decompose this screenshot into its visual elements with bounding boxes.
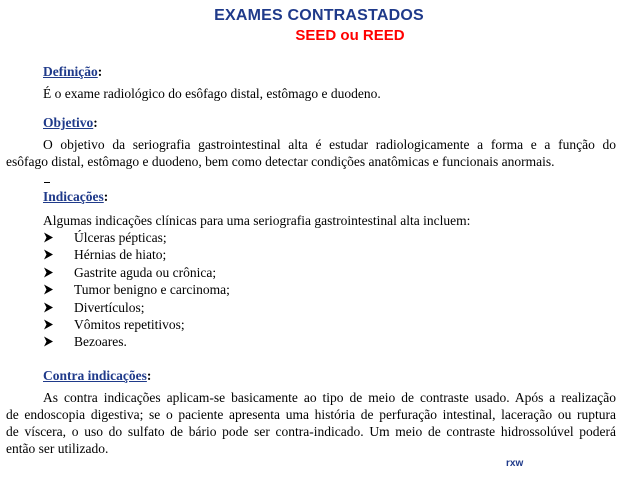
objetivo-line-1: O objetivo da seriografia gastrointestinal alta é estudar radiologicamente a forma e a função do: [43, 137, 616, 152]
list-item: Hérnias de hiato;: [74, 247, 167, 263]
list-item: Vômitos repetitivos;: [74, 317, 185, 332]
arrowhead-bullet-icon: [43, 281, 54, 300]
arrowhead-bullet-icon: [43, 246, 54, 265]
divider-mark: [44, 182, 50, 183]
contra-indicacoes-heading: [43, 367, 151, 384]
definicao-colon: :: [97, 64, 103, 79]
objetivo-heading: [43, 114, 98, 131]
arrowhead-bullet-icon: [43, 316, 54, 335]
contra-indicacoes-line-1: As contra indicações aplicam-se basicamente ao tipo de meio de contraste usado. Após a realização: [43, 390, 616, 405]
definicao-heading: [43, 63, 102, 80]
arrowhead-bullet-icon: [43, 229, 54, 248]
contra-indicacoes-colon: :: [146, 368, 152, 383]
indicacoes-label: Indicações: [43, 189, 104, 204]
list-item: Úlceras pépticas;: [74, 230, 167, 245]
list-item: Tumor benigno e carcinoma;: [74, 282, 230, 298]
contra-indicacoes-line-2: de endoscopia digestiva; se o paciente apresenta uma história de perfuração intestinal, laceração ou ruptura: [6, 407, 616, 422]
arrowhead-bullet-icon: [43, 264, 54, 283]
arrowhead-bullet-icon: [43, 299, 54, 318]
arrowhead-bullet-icon: [43, 333, 54, 352]
indicacoes-intro: Algumas indicações clínicas para uma seriografia gastrointestinal alta incluem:: [43, 213, 471, 228]
contra-indicacoes-line-4: então ser utilizado.: [6, 441, 109, 456]
definicao-text: É o exame radiológico do esôfago distal, estômago e duodeno.: [43, 86, 381, 101]
definicao-label: Definição: [43, 64, 98, 79]
objetivo-line-2: esôfago distal, estômago e duodeno, bem como detectar condições anatômicas e funcionais anormais.: [6, 154, 555, 169]
objetivo-label: Objetivo: [43, 115, 94, 130]
objetivo-colon: :: [93, 115, 98, 130]
indicacoes-heading: [43, 188, 108, 205]
page-title: EXAMES CONTRASTADOS: [214, 7, 424, 24]
list-item: Bezoares.: [74, 334, 127, 350]
list-item: Divertículos;: [74, 299, 145, 315]
contra-indicacoes-label: Contra indicações: [43, 368, 147, 383]
footer-mark: rxw: [506, 458, 524, 469]
contra-indicacoes-line-3: de víscera, o uso do sulfato de bário pode ser contra-indicado. Um meio de contraste hidrossolúvel poderá: [6, 424, 616, 439]
list-item: Gastrite aguda ou crônica;: [74, 264, 217, 280]
indicacoes-colon: :: [103, 189, 109, 204]
page-subtitle: SEED ou REED: [295, 27, 405, 44]
